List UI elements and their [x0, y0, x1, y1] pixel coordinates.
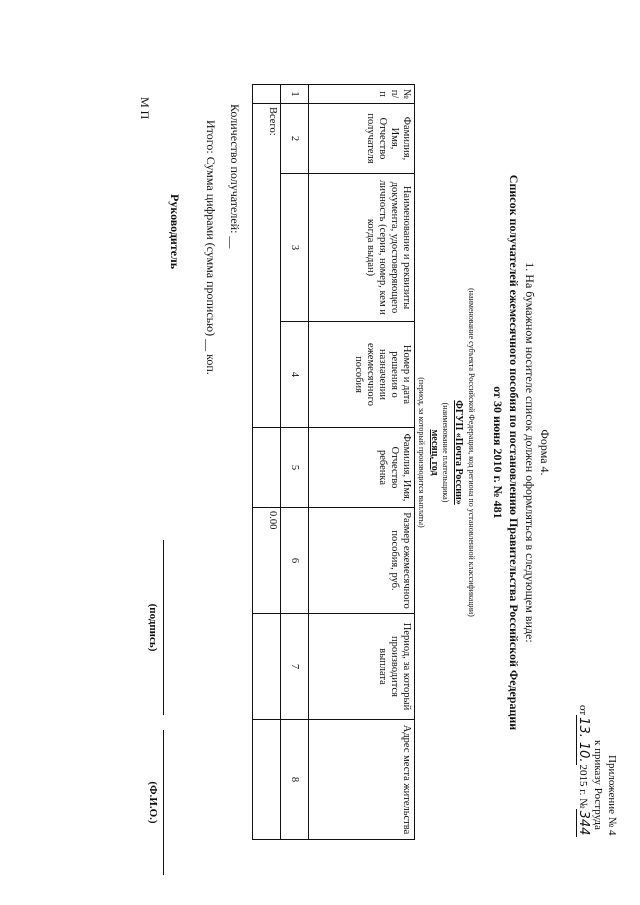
table-header-row	[309, 85, 415, 840]
total-empty-cell	[253, 85, 281, 104]
total-label: Всего:	[253, 104, 281, 428]
header-cell: Наименование и реквизиты документа, удостоверяющего личность (серия, номер, кем и когда выдан)	[309, 174, 415, 322]
instruction-text: 1. На бумажном носителе список должен оформляться в следующем виде:	[523, 262, 537, 643]
total-empty-cell	[253, 614, 281, 720]
list-title: Список получателей ежемесячного пособия по постановлению Правительства Российской Федерации	[507, 174, 521, 731]
order-number-handwritten: 344	[576, 810, 591, 836]
column-number-row	[281, 85, 309, 840]
recipients-table	[252, 84, 415, 840]
total-sum: Итого: Сумма цифрами (сумма прописью) __ коп.	[204, 120, 218, 375]
header-cell: Фамилия, Имя, Отчество ребенка	[309, 428, 415, 508]
date-day-handwritten: 13.	[576, 717, 591, 738]
appendix-number: Приложение № 4	[606, 755, 618, 836]
subject-caption: (наименование субъекта Российской Федерации, код региона по установленной классификации)	[467, 288, 476, 617]
name-caption: (Ф.И.О.)	[147, 781, 159, 824]
order-reference: к приказу Роструда	[592, 740, 604, 830]
total-empty-cell	[253, 428, 281, 508]
header-cell: Размер ежемесячного пособия, руб.	[309, 508, 415, 614]
period-value: месяц, год	[429, 429, 440, 476]
column-number: 1	[281, 85, 309, 104]
column-number: 3	[281, 174, 309, 322]
recipients-count: Количество получателей: __	[228, 104, 242, 249]
column-number: 8	[281, 720, 309, 840]
list-title-date: от 30 июня 2010 г. № 481	[491, 386, 505, 519]
header-cell: Номер и дата решения о назначении ежемесячного пособия	[309, 322, 415, 428]
order-date-number	[576, 705, 589, 837]
signature-line	[163, 540, 164, 715]
column-number: 5	[281, 428, 309, 508]
manager-label: Руководитель	[168, 194, 182, 270]
date-month-handwritten: 10.	[576, 741, 591, 763]
form-title: Форма 4.	[538, 429, 552, 476]
header-cell: Период, за который производится выплата	[309, 614, 415, 720]
column-number: 7	[281, 614, 309, 720]
total-value: 0.00	[253, 508, 281, 614]
total-row	[253, 85, 281, 840]
total-empty-cell	[253, 720, 281, 840]
payer-name: ФГУП «Почта России»	[453, 400, 464, 505]
date-prefix: от	[577, 705, 589, 716]
payer-caption: (наименование плательщика)	[441, 402, 450, 503]
column-number: 6	[281, 508, 309, 614]
name-line	[163, 730, 164, 875]
period-caption: (период, за который производится выплаты)	[417, 377, 426, 528]
header-cell: Адрес места жительства	[309, 720, 415, 840]
stamp-place: М П	[138, 97, 152, 120]
column-number: 4	[281, 322, 309, 428]
signature-caption: (подпись)	[147, 603, 159, 652]
header-cell: № п/п	[309, 85, 415, 104]
column-number: 2	[281, 104, 309, 174]
header-cell: Фамилия, Имя, Отчество получателя	[309, 104, 415, 174]
date-year: 2015 г. №	[577, 764, 589, 809]
